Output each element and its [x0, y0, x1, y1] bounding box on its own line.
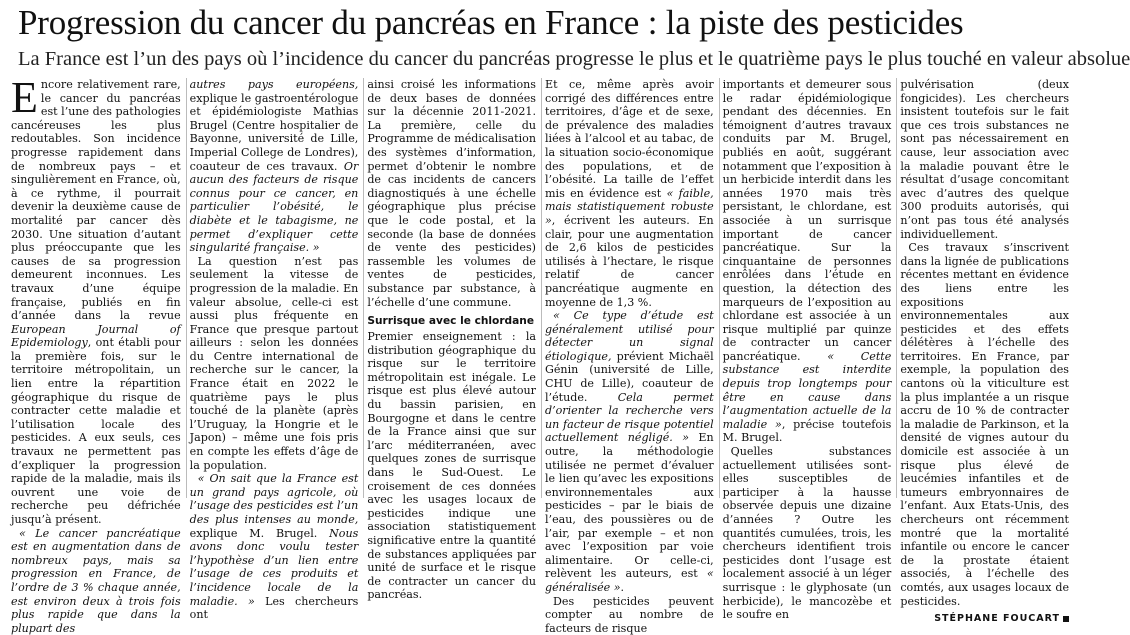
text-run: importants et demeurer sous le radar épidémiologique pendant des décennies. En témoignent d’autres travaux conduits par M. Brugel, publiés en août, suggérant notamment que l’exposition à un herbicide interdit dans les années 1970 mais très persistant, le chlordane, est associée à un surrisque important de cancer pancréatique. Sur la cinquantaine de personnes enrôlées dans l’étude en question, la détection des marqueurs de l’exposition au chlordane est associée à un risque multiplié par quinze de contracter un cancer pancréatique. [722, 78, 892, 363]
paragraph [723, 78, 892, 445]
section-subtitle: Surrisque avec le chlordane [367, 315, 535, 328]
text-run: Les chercheurs ont [189, 594, 359, 622]
paragraph [190, 78, 359, 255]
text-run: prévient Michaël Génin (université de Lille, CHU de Lille), coauteur de l’étude. [545, 349, 714, 404]
paragraph: Ces travaux s’inscrivent dans la lignée de publications récentes mettant en évidence des liens entre les expositions environnementales aux pesticides et des effets délétères à l’échelle des territoires. En France, par exemple, la population des cantons où la viticulture est la plus implantée a un risque accru de 10 % de contracter la maladie de Parkinson, et la densité de vignes autour du domicile est associée à un risque plus élevé de leucémies infantiles et de tumeurs embryonnaires de l’enfant. Aux Etats-Unis, des chercheurs ont récemment montré que la mortalité infantile ou encore le cancer de la prostate étaient associés, à l’échelle des comtés, aux usages locaux de pesticides. [900, 241, 1070, 608]
quote-run: « faible, mais statistiquement robuste » [545, 186, 714, 227]
paragraph [545, 309, 714, 594]
text-run: explique M. Brugel. [189, 526, 330, 540]
paragraph: ainsi croisé les informations de deux bases de données sur la décennie 2011-2021. La première, celle du Programme de médicalisation des systèmes d’information, permet d’obtenir le nombre de cas incidents de cancers diagnostiqués à une échelle géographique plus précise que le code postal, et la seconde (la base de données de vente des pesticides) rassemble les volumes de ventes de pesticides, substance par substance, à l’échelle d’une commune. [367, 78, 536, 309]
quote-run: « On sait que la France est un grand pays agricole, où l’usage des pesticides est l’un des plus intenses au monde, [189, 472, 359, 526]
quote-run: autres pays européens, [189, 78, 359, 91]
text-run: , précise toutefois M. Brugel. [722, 417, 892, 445]
column-3 [363, 78, 539, 602]
quote-run: « Cette substance est interdite depuis trop longtemps pour être en cause dans l’augmentation actuelle de la maladie » [722, 349, 892, 431]
quote-paragraph: « Le cancer pancréatique est en augmentation dans de nombreux pays, mais sa progression en France, de l’ordre de 3 % chaque année, est environ deux à trois fois plus rapide que dans la plupart des [11, 526, 181, 635]
text-run: . [620, 580, 625, 594]
paragraph: Des pesticides peuvent compter au nombre de facteurs de risque [545, 594, 714, 635]
paragraph [190, 472, 359, 622]
column-6 [896, 78, 1072, 625]
paragraph [11, 73, 181, 527]
article-body [8, 73, 1072, 635]
subheadline: La France est l’un des pays où l’incidence du cancer du pancréas progresse le plus et le quatrième pays le plus touché en valeur absolue [18, 48, 1130, 70]
paragraph: La question n’est pas seulement la vitesse de progression de la maladie. En valeur absolue, celle-ci est aussi plus fréquente en France que presque partout ailleurs : selon les données du Centre international de recherche sur le cancer, la France était en 2022 le quatrième pays le plus touché de la planète (après l’Uruguay, la Hongrie et le Japon) – même une fois pris en compte les effets d’âge de la population. [189, 254, 359, 472]
quote-run: « Ce type d’étude est généralement utilisé pour détecter un signal étiologique, [545, 309, 714, 363]
journal-name: European Journal of Epidemiology [11, 322, 181, 350]
column-1 [8, 73, 184, 635]
quote-run: « généralisée » [545, 567, 714, 594]
column-5 [719, 78, 895, 622]
text-run: En outre, la méthodologie utilisée ne permet d’évaluer le lien qu’avec les expositions environnementales aux pesticides – par le biais de l’eau, des poussières ou de l’air, par exemple – et non avec l’exposition par voie alimentaire. Or celle-ci, relèvent les auteurs, est [545, 431, 714, 581]
paragraph: Quelles substances actuellement utilisées sont-elles susceptibles de participer à la hausse observée depuis une dizaine d’années ? Outre les quantités cumulées, trois, les chercheurs identifient trois pesticides dont l’usage est localement associé à un léger surrisque : le glyphosate (un herbicide), le mancozèbe et le soufre en [722, 445, 892, 622]
headline: Progression du cancer du pancréas en France : la piste des pesticides [18, 3, 964, 42]
quote-run: Cela permet d’orienter la recherche vers un facteur de risque potentiel actuellement négligé. » [545, 390, 714, 445]
paragraph [545, 78, 714, 309]
quote-run: Nous avons donc voulu tester l’hypothèse d’un lien entre l’usage de ces produits et l’incidence locale de la maladie. » [189, 526, 359, 608]
column-2 [186, 78, 362, 622]
end-mark-icon [1063, 616, 1069, 622]
text-run: explique le gastroentérologue et épidémiologiste Mathias Brugel (Centre hospitalier de Bayonne, université de Lille, Imperial College de Londres), coauteur de ces travaux. [189, 91, 359, 173]
drop-cap: E [11, 73, 38, 122]
text-run: , écrivent les auteurs. En clair, pour une augmentation de 2,6 kilos de pesticides utilisés à l’hectare, le risque relatif de cancer pancréatique augmente en moyenne de 1,3 %. [545, 213, 714, 309]
author-signature [900, 612, 1069, 626]
paragraph: Premier enseignement : la distribution géographique du risque sur le territoire métropolitain est inégale. Le risque est plus élevé autour du bassin parisien, en Bourgogne et dans le centre de la France ainsi que sur l’arc méditerranéen, avec quelques zones de surrisque dans le Sud-Ouest. Le croisement de ces données avec les usages locaux de pesticides indique une association statistiquement significative entre la quantité de substances appliquées par unité de surface et le risque de contracter un cancer du pancréas. [367, 330, 536, 602]
column-4 [541, 78, 717, 635]
text-run: , ont établi pour la première fois, sur le territoire métropolitain, un lien entre la répartition géographique du risque de contracter cette maladie et l’utilisation locale des pesticides. A eux seuls, ces travaux ne permettent pas d’expliquer la progression rapide de la maladie, mais ils ouvrent une voie de recherche peu défrichée jusqu’à présent. [11, 336, 181, 526]
author-name: STÉPHANE FOUCART [934, 613, 1061, 625]
text-run: ncore relativement rare, le cancer du pancréas est l’une des pathologies cancéreuses les plus redoutables. Son incidence progresse rapidement dans de nombreux pays – et singulièrement en France, où, à ce rythme, il pourrait devenir la deuxième cause de mortalité par cancer dès 2030. Une situation d’autant plus préoccupante que les causes de sa progression demeurent inconnues. Les travaux d’une équipe française, publiés en fin d’année dans la revue [11, 78, 181, 323]
quote-run: Or aucun des facteurs de risque connus pour ce cancer, en particulier l’obésité, le diabète et le tabagisme, ne permet d’expliquer cette singularité française. » [189, 159, 359, 255]
paragraph: pulvérisation (deux fongicides). Les chercheurs insistent toutefois sur le fait que ces trois substances ne sont pas nécessairement en cause, leur association avec la maladie pouvant être le résultat d’usage concomitant avec d’autres des quelque 300 produits autorisés, qui n’ont pas tous été analysés individuellement. [900, 78, 1070, 241]
text-run: Et ce, même après avoir corrigé des différences entre territoires, d’âge et de sexe, de prévalence des maladies liées à l’alcool et au tabac, de la situation socio-économique des populations, et de l’obésité. La taille de l’effet mis en évidence est [545, 78, 714, 200]
